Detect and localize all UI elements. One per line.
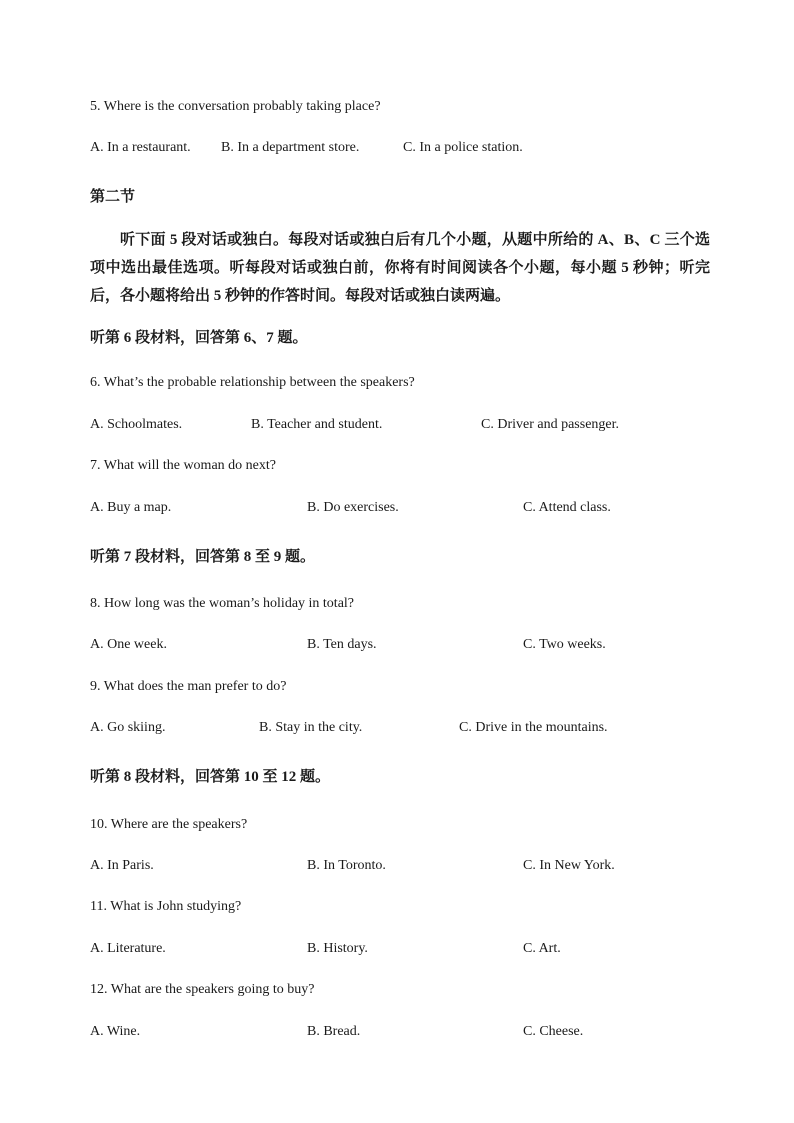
- question-10: 10. Where are the speakers?: [90, 817, 248, 832]
- q5-option-b: B. In a department store.: [221, 140, 360, 155]
- section-instructions: 听下面 5 段对话或独白。每段对话或独白后有几个小题，从题中所给的 A、B、C 三个选项中选出最佳选项。听每段对话或独白前，你将有时间阅读各个小题，每小题 5 秒钟；听完后，各小题将给出 5 秒钟的作答时间。每段对话或独白读两遍。: [90, 232, 710, 304]
- q8-option-b: B. Ten days.: [307, 637, 377, 652]
- q8-option-c: C. Two weeks.: [523, 637, 606, 652]
- group-6-heading: 听第 6 段材料，回答第 6、7 题。: [90, 330, 308, 346]
- q7-option-a: A. Buy a map.: [90, 500, 172, 515]
- question-8: 8. How long was the woman’s holiday in total?: [90, 596, 355, 611]
- q10-option-b: B. In Toronto.: [307, 858, 386, 873]
- q11-option-b: B. History.: [307, 941, 368, 956]
- q12-option-c: C. Cheese.: [523, 1024, 584, 1039]
- question-9: 9. What does the man prefer to do?: [90, 679, 287, 694]
- q6-option-a: A. Schoolmates.: [90, 417, 183, 432]
- q5-option-c: C. In a police station.: [403, 140, 523, 155]
- group-7-heading: 听第 7 段材料，回答第 8 至 9 题。: [90, 549, 316, 565]
- question-6: 6. What’s the probable relationship between the speakers?: [90, 375, 415, 390]
- group-8-heading: 听第 8 段材料，回答第 10 至 12 题。: [90, 769, 331, 785]
- q12-option-b: B. Bread.: [307, 1024, 361, 1039]
- q7-option-c: C. Attend class.: [523, 500, 611, 515]
- q10-option-a: A. In Paris.: [90, 858, 154, 873]
- q12-option-a: A. Wine.: [90, 1024, 141, 1039]
- q9-option-b: B. Stay in the city.: [259, 720, 363, 735]
- q7-option-b: B. Do exercises.: [307, 500, 399, 515]
- question-5: 5. Where is the conversation probably taking place?: [90, 99, 381, 114]
- q5-option-a: A. In a restaurant.: [90, 140, 191, 155]
- section-title: 第二节: [90, 189, 136, 205]
- q8-option-a: A. One week.: [90, 637, 167, 652]
- q9-option-c: C. Drive in the mountains.: [459, 720, 608, 735]
- question-12: 12. What are the speakers going to buy?: [90, 982, 315, 997]
- question-11: 11. What is John studying?: [90, 899, 242, 914]
- q6-option-c: C. Driver and passenger.: [481, 417, 620, 432]
- q9-option-a: A. Go skiing.: [90, 720, 166, 735]
- question-7: 7. What will the woman do next?: [90, 458, 276, 473]
- q11-option-a: A. Literature.: [90, 941, 166, 956]
- q11-option-c: C. Art.: [523, 941, 561, 956]
- q6-option-b: B. Teacher and student.: [251, 417, 383, 432]
- q10-option-c: C. In New York.: [523, 858, 615, 873]
